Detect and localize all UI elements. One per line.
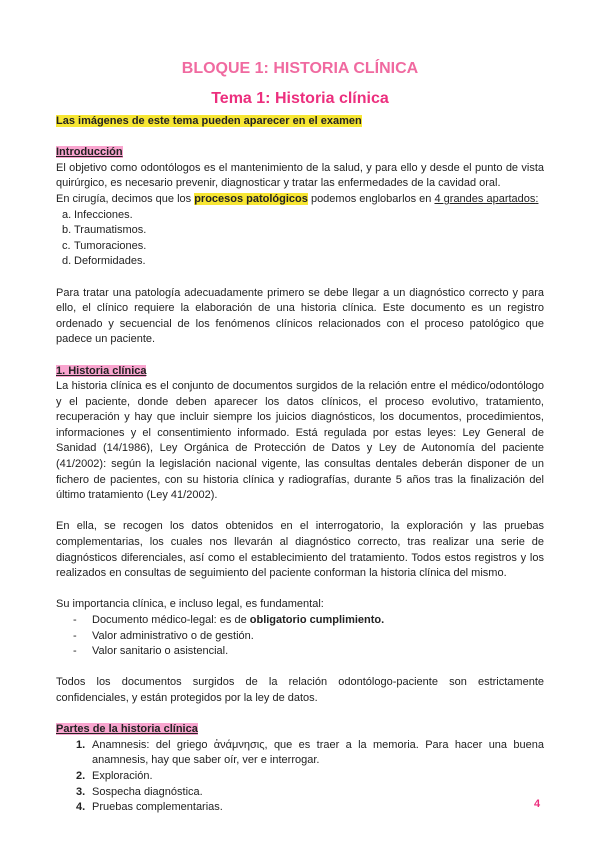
list-item <box>56 800 544 816</box>
block-title: BLOQUE 1: HISTORIA CLÍNICA <box>181 60 419 77</box>
list-item-text: Deformidades. <box>74 255 146 268</box>
list-marker: a. <box>62 208 72 221</box>
list-item <box>56 785 544 801</box>
section1-paragraph-1: La historia clínica es el conjunto de documentos surgidos de la relación entre el médico/odontólogo y el paciente, donde deben aparecer los datos clínicos, el proceso evolutivo, tratamiento, recuperación y hay que incluir siempre los juicios diagnósticos, los documentos, procedimientos, informaciones y el consentimiento informado. Está regulada por estas leyes: Ley General de Sanidad (14/1986), Ley Orgánica de Protección de Datos y Ley de Autonomía del paciente (41/2002): según la legislación nacional vigente, las consultas dentales deberán disponer de un fichero de pacientes, con su historia clínica y radiografías, durante 5 años tras la finalización del último tratamiento (Ley 41/2002). <box>56 380 544 502</box>
list-item <box>56 239 544 255</box>
list-marker: 2. <box>76 769 86 782</box>
section1-paragraph-2: En ella, se recogen los datos obtenidos en el interrogatorio, la exploración y las pruebas complementarias, los cuales nos llevarán al diagnóstico correcto, tras realizar una serie de diagnósticos diferenciales, así como el establecimiento del tratamiento. Todos estos registros y los realizados en consultas de seguimiento del paciente conforman la historia clínica del mismo. <box>56 520 544 580</box>
list-marker: - <box>73 614 77 626</box>
list-item-text: Sospecha diagnóstica. <box>92 785 203 798</box>
list-item <box>56 208 544 224</box>
list-marker: 4. <box>76 801 86 814</box>
list-marker: 1. <box>76 738 86 751</box>
intro-p2-mid: podemos englobarlos en <box>307 192 435 205</box>
list-item-text: Pruebas complementarias. <box>92 801 223 814</box>
list-item <box>56 254 544 270</box>
intro-p2-end: : <box>535 192 539 205</box>
four-sections-underline: 4 grandes apartados <box>434 192 536 205</box>
list-item <box>56 223 544 239</box>
list-item-text: Valor sanitario o asistencial. <box>92 645 229 658</box>
list-item-text: Traumatismos. <box>74 224 147 237</box>
exam-notice <box>56 114 544 130</box>
document-body <box>56 114 544 816</box>
exam-notice-text: Las imágenes de este tema pueden aparecer en el examen <box>56 115 362 127</box>
pathology-list <box>56 208 544 270</box>
intro-p2-pre: En cirugía, decimos que los <box>56 192 195 205</box>
intro-paragraph-2 <box>56 192 544 208</box>
list-marker: d. <box>62 255 72 268</box>
importance-list <box>56 613 544 660</box>
topic-title: Tema 1: Historia clínica <box>211 90 389 107</box>
list-item <box>56 613 544 629</box>
intro-heading-line <box>56 145 544 161</box>
section1-heading-line <box>56 364 544 380</box>
list-item-text: Exploración. <box>92 769 153 782</box>
page-number: 4 <box>534 798 541 810</box>
intro-heading: Introducción <box>56 146 123 159</box>
list-item <box>56 738 544 769</box>
intro-paragraph-1: El objetivo como odontólogos es el mantenimiento de la salud, y para ello y desde el punto de vista quirúrgico, es necesario prevenir, diagnosticar y tratar las enfermedades de la cavidad oral. <box>56 161 544 190</box>
list-marker: - <box>73 629 77 642</box>
intro-paragraph-3: Para tratar una patología adecuadamente primero se debe llegar a un diagnóstico correcto y para ello, el clínico requiere la elaboración de una historia clínica. Este documento es un registro ordenado y secuencial de los fenómenos clínicos relacionados con el proceso patológico que padece un paciente. <box>56 286 544 346</box>
section1-paragraph-3: Su importancia clínica, e incluso legal, es fundamental: <box>56 598 324 611</box>
list-item <box>56 644 544 660</box>
section1-heading: 1. Historia clínica <box>56 364 147 377</box>
section1-paragraph-4: Todos los documentos surgidos de la relación odontólogo-paciente son estrictamente confidenciales, y están protegidos por la ley de datos. <box>56 676 544 704</box>
list-marker: b. <box>62 224 72 237</box>
list-marker: c. <box>62 239 71 252</box>
mandatory-bold-text: obligatorio cumplimiento. <box>249 614 385 626</box>
parts-heading-line <box>56 722 544 738</box>
list-item-text: Anamnesis: del griego ἀνάμνησις, que es traer a la memoria. Para hacer una buena anamnesis, hay que saber oír, ver e interrogar. <box>92 738 544 767</box>
list-item <box>56 769 544 785</box>
list-item-text: Infecciones. <box>74 208 133 221</box>
list-marker: 3. <box>76 785 86 798</box>
parts-list <box>56 738 544 816</box>
parts-heading: Partes de la historia clínica <box>56 723 198 736</box>
list-item-text: Documento médico-legal: es de <box>92 614 250 626</box>
list-item-text: Tumoraciones. <box>74 239 147 252</box>
list-item-text: Valor administrativo o de gestión. <box>92 629 254 642</box>
list-marker: - <box>73 645 77 658</box>
list-item <box>56 629 544 645</box>
pathological-processes-highlight: procesos patológicos <box>194 192 308 205</box>
